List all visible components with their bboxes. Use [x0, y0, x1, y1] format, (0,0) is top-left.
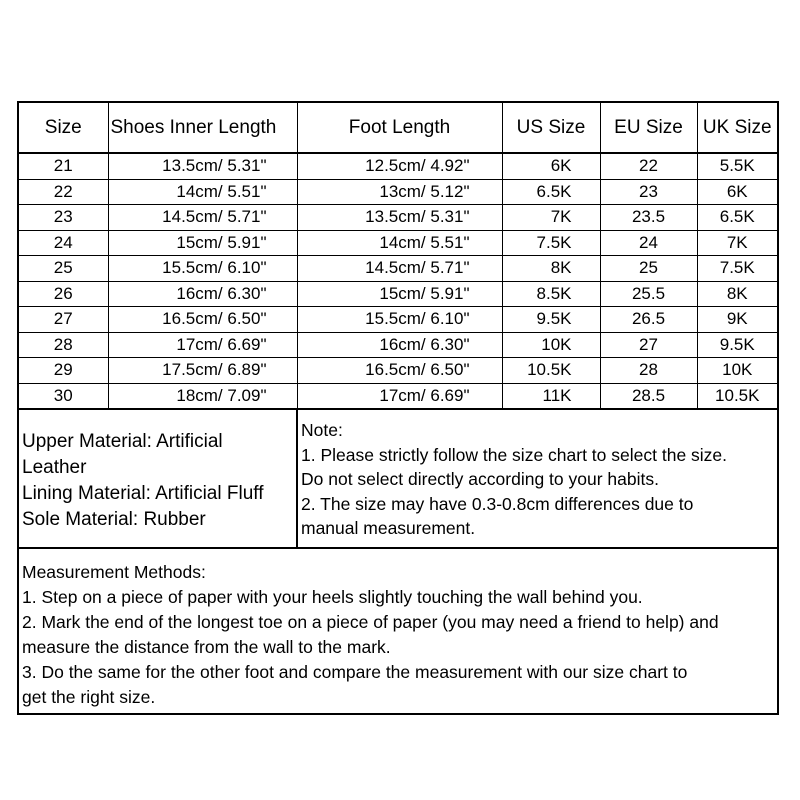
cell-size: 26 — [19, 281, 108, 307]
cell-size: 28 — [19, 332, 108, 358]
upper-material-line1: Upper Material: Artificial — [22, 431, 223, 452]
cell-shoes-inner-length: 13.5cm/ 5.31" — [108, 153, 297, 179]
cell-eu-size: 26.5 — [600, 307, 697, 333]
cell-us-size: 10.5K — [502, 358, 600, 384]
header-shoes-inner-length: Shoes Inner Length — [108, 103, 297, 153]
cell-foot-length: 13.5cm/ 5.31" — [297, 205, 502, 231]
materials-box — [19, 408, 298, 547]
cell-us-size: 9.5K — [502, 307, 600, 333]
cell-us-size: 6.5K — [502, 179, 600, 205]
cell-uk-size: 10K — [697, 358, 777, 384]
cell-foot-length: 15.5cm/ 6.10" — [297, 307, 502, 333]
cell-us-size: 10K — [502, 332, 600, 358]
cell-eu-size: 22 — [600, 153, 697, 179]
methods-title: Measurement Methods: — [22, 562, 206, 582]
cell-uk-size: 6K — [697, 179, 777, 205]
cell-shoes-inner-length: 17.5cm/ 6.89" — [108, 358, 297, 384]
cell-size: 21 — [19, 153, 108, 179]
lining-material: Lining Material: Artificial Fluff — [22, 483, 264, 504]
measurement-methods — [19, 549, 777, 713]
cell-size: 25 — [19, 256, 108, 282]
cell-uk-size: 7.5K — [697, 256, 777, 282]
note-line-4: manual measurement. — [301, 518, 476, 538]
cell-uk-size: 8K — [697, 281, 777, 307]
table-row — [19, 281, 777, 307]
size-table — [19, 103, 777, 410]
cell-size: 24 — [19, 230, 108, 256]
cell-us-size: 8K — [502, 256, 600, 282]
cell-us-size: 7K — [502, 205, 600, 231]
cell-foot-length: 14cm/ 5.51" — [297, 230, 502, 256]
cell-size: 30 — [19, 383, 108, 409]
note-line-3: 2. The size may have 0.3-0.8cm differences due to — [301, 493, 694, 514]
cell-eu-size: 24 — [600, 230, 697, 256]
methods-line-5: get the right size. — [22, 687, 156, 707]
table-row — [19, 153, 777, 179]
table-row — [19, 179, 777, 205]
cell-eu-size: 27 — [600, 332, 697, 358]
cell-uk-size: 10.5K — [697, 383, 777, 409]
cell-us-size: 7.5K — [502, 230, 600, 256]
note-box — [300, 408, 777, 547]
size-chart-sheet — [17, 101, 779, 715]
header-us-size: US Size — [502, 103, 600, 153]
table-row — [19, 358, 777, 384]
cell-shoes-inner-length: 16cm/ 6.30" — [108, 281, 297, 307]
cell-eu-size: 23 — [600, 179, 697, 205]
cell-shoes-inner-length: 17cm/ 6.69" — [108, 332, 297, 358]
upper-material-line2: Leather — [22, 457, 87, 478]
methods-line-1: 1. Step on a piece of paper with your heels slightly touching the wall behind you. — [22, 587, 643, 607]
cell-size: 22 — [19, 179, 108, 205]
cell-uk-size: 5.5K — [697, 153, 777, 179]
cell-us-size: 6K — [502, 153, 600, 179]
cell-us-size: 11K — [502, 383, 600, 409]
cell-foot-length: 12.5cm/ 4.92" — [297, 153, 502, 179]
header-eu-size: EU Size — [600, 103, 697, 153]
info-section — [19, 408, 777, 549]
methods-line-2: 2. Mark the end of the longest toe on a piece of paper (you may need a friend to help) and — [22, 612, 719, 632]
cell-shoes-inner-length: 15cm/ 5.91" — [108, 230, 297, 256]
table-row — [19, 332, 777, 358]
cell-shoes-inner-length: 16.5cm/ 6.50" — [108, 307, 297, 333]
sole-material: Sole Material: Rubber — [22, 509, 206, 530]
cell-size: 29 — [19, 358, 108, 384]
cell-shoes-inner-length: 14cm/ 5.51" — [108, 179, 297, 205]
table-row — [19, 383, 777, 409]
cell-foot-length: 13cm/ 5.12" — [297, 179, 502, 205]
header-foot-length: Foot Length — [297, 103, 502, 153]
cell-shoes-inner-length: 18cm/ 7.09" — [108, 383, 297, 409]
header-size: Size — [19, 103, 108, 153]
cell-foot-length: 16.5cm/ 6.50" — [297, 358, 502, 384]
cell-eu-size: 28 — [600, 358, 697, 384]
note-title: Note: — [301, 420, 343, 440]
table-row — [19, 256, 777, 282]
methods-line-4: 3. Do the same for the other foot and compare the measurement with our size chart to — [22, 662, 688, 682]
table-row — [19, 230, 777, 256]
table-body — [19, 153, 777, 409]
note-line-2: Do not select directly according to your habits. — [301, 469, 659, 489]
cell-eu-size: 28.5 — [600, 383, 697, 409]
header-uk-size: UK Size — [697, 103, 777, 153]
cell-uk-size: 9K — [697, 307, 777, 333]
methods-line-3: measure the distance from the wall to the mark. — [22, 637, 391, 657]
cell-foot-length: 16cm/ 6.30" — [297, 332, 502, 358]
cell-eu-size: 25 — [600, 256, 697, 282]
cell-eu-size: 25.5 — [600, 281, 697, 307]
cell-shoes-inner-length: 15.5cm/ 6.10" — [108, 256, 297, 282]
note-line-1: 1. Please strictly follow the size chart to select the size. — [301, 444, 728, 465]
cell-size: 27 — [19, 307, 108, 333]
cell-uk-size: 7K — [697, 230, 777, 256]
table-row — [19, 205, 777, 231]
cell-foot-length: 14.5cm/ 5.71" — [297, 256, 502, 282]
cell-shoes-inner-length: 14.5cm/ 5.71" — [108, 205, 297, 231]
cell-uk-size: 6.5K — [697, 205, 777, 231]
cell-uk-size: 9.5K — [697, 332, 777, 358]
table-row — [19, 307, 777, 333]
cell-us-size: 8.5K — [502, 281, 600, 307]
cell-foot-length: 15cm/ 5.91" — [297, 281, 502, 307]
table-header-row — [19, 103, 777, 153]
cell-size: 23 — [19, 205, 108, 231]
cell-eu-size: 23.5 — [600, 205, 697, 231]
cell-foot-length: 17cm/ 6.69" — [297, 383, 502, 409]
